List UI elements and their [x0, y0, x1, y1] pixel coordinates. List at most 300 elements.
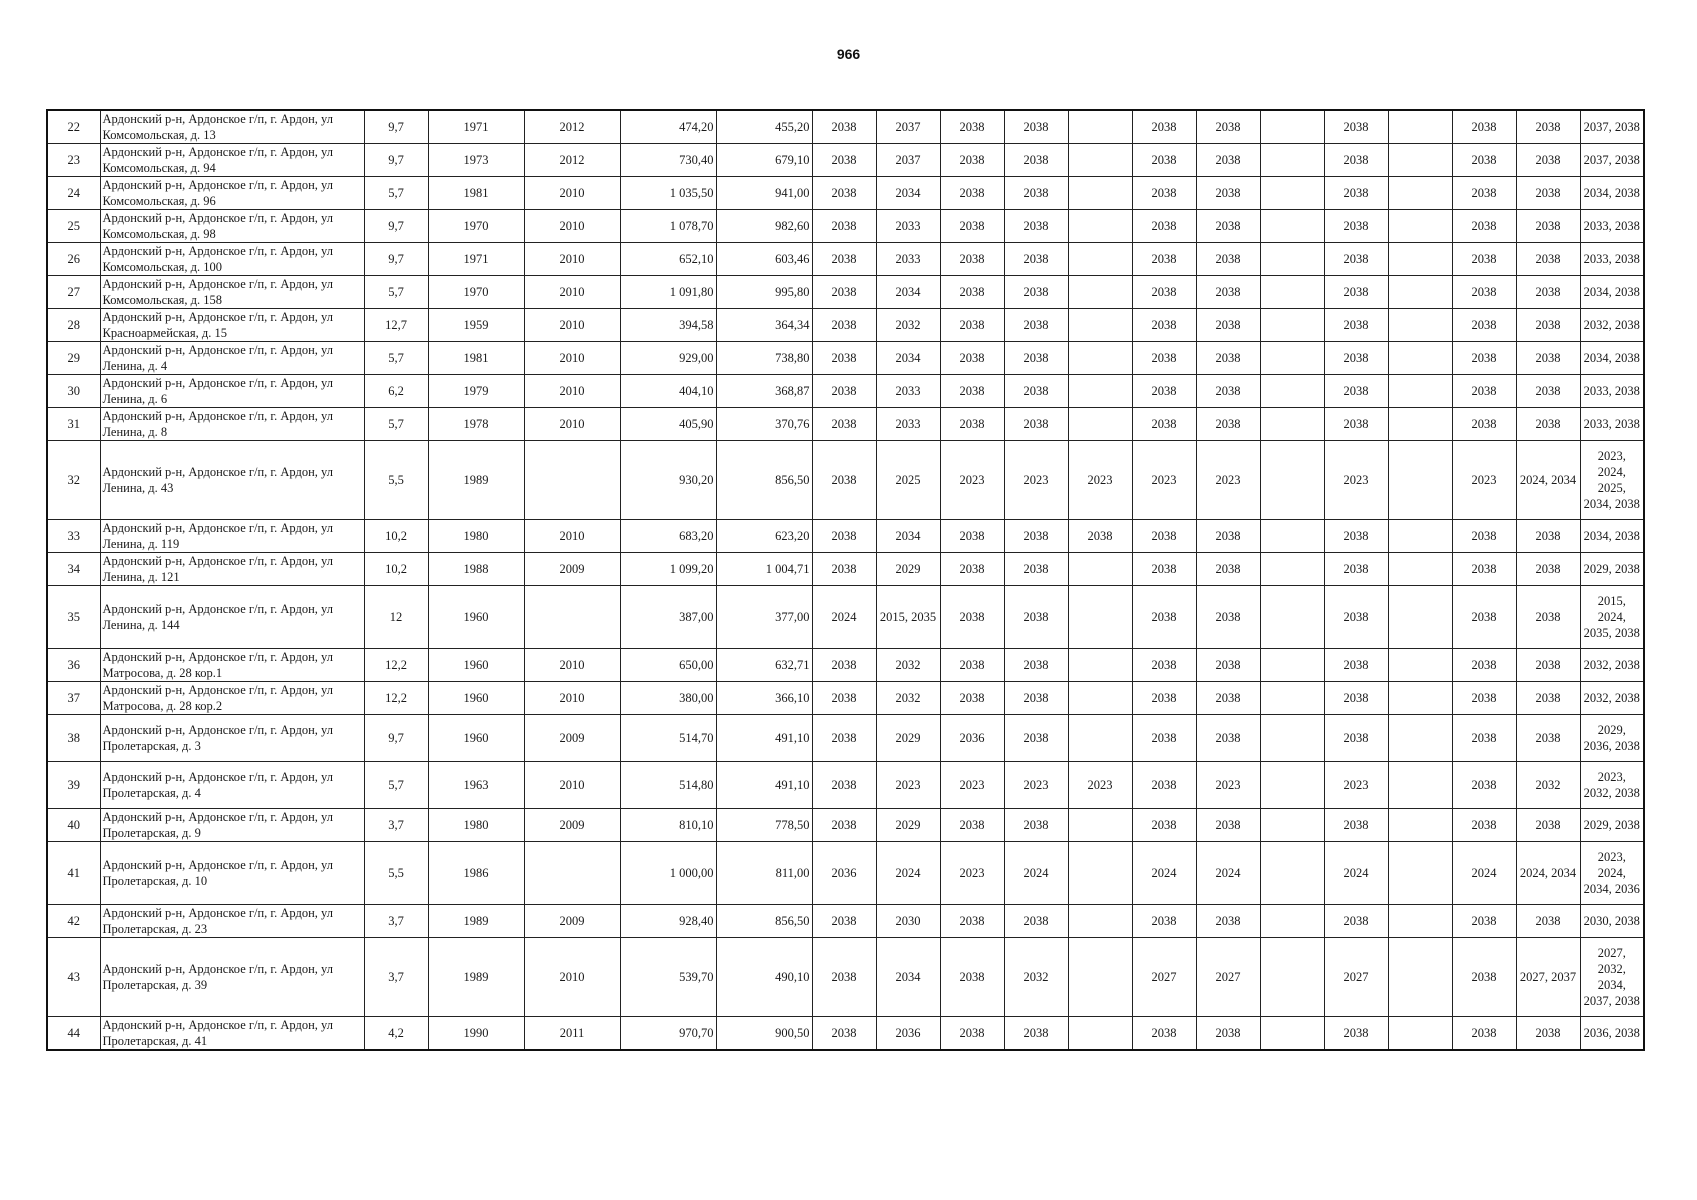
year-cell: 2010 — [524, 210, 620, 243]
plan-year-cell: 2038 — [1004, 1017, 1068, 1051]
table-row — [47, 553, 1644, 586]
address-cell: Ардонский р-н, Ардонское г/п, г. Ардон, ул Пролетарская, д. 39 — [100, 938, 364, 1017]
plan-year-cell — [1068, 938, 1132, 1017]
plan-year-cell: 2024, 2034 — [1516, 441, 1580, 520]
plan-year-cell: 2038 — [1324, 715, 1388, 762]
area-living-cell: 370,76 — [716, 408, 812, 441]
plan-years-summary-cell: 2032, 2038 — [1580, 682, 1644, 715]
plan-year-cell: 2025 — [876, 441, 940, 520]
address-cell: Ардонский р-н, Ардонское г/п, г. Ардон, ул Пролетарская, д. 10 — [100, 842, 364, 905]
area-total-cell: 405,90 — [620, 408, 716, 441]
plan-year-cell: 2038 — [940, 309, 1004, 342]
row-number-cell: 41 — [47, 842, 100, 905]
year-cell: 2009 — [524, 809, 620, 842]
plan-year-cell: 2038 — [1004, 243, 1068, 276]
plan-year-cell: 2038 — [1324, 309, 1388, 342]
year-built-cell: 1986 — [428, 842, 524, 905]
plan-year-cell: 2038 — [1132, 1017, 1196, 1051]
plan-year-cell: 2038 — [1516, 276, 1580, 309]
plan-year-cell: 2038 — [812, 1017, 876, 1051]
value-cell: 9,7 — [364, 110, 428, 144]
plan-year-cell — [1388, 809, 1452, 842]
year-built-cell: 1988 — [428, 553, 524, 586]
plan-year-cell: 2024 — [812, 586, 876, 649]
row-number-cell: 32 — [47, 441, 100, 520]
plan-year-cell — [1068, 243, 1132, 276]
plan-years-summary-cell: 2034, 2038 — [1580, 520, 1644, 553]
plan-year-cell: 2038 — [812, 762, 876, 809]
plan-year-cell: 2032 — [876, 649, 940, 682]
row-number-cell: 23 — [47, 144, 100, 177]
area-living-cell: 811,00 — [716, 842, 812, 905]
address-cell: Ардонский р-н, Ардонское г/п, г. Ардон, ул Пролетарская, д. 41 — [100, 1017, 364, 1051]
plan-year-cell: 2038 — [1004, 553, 1068, 586]
plan-year-cell: 2038 — [1196, 1017, 1260, 1051]
plan-year-cell: 2038 — [812, 938, 876, 1017]
plan-year-cell — [1388, 762, 1452, 809]
plan-year-cell — [1388, 938, 1452, 1017]
plan-year-cell: 2034 — [876, 342, 940, 375]
plan-year-cell: 2038 — [1324, 1017, 1388, 1051]
row-number-cell: 36 — [47, 649, 100, 682]
area-total-cell: 514,80 — [620, 762, 716, 809]
year-cell: 2009 — [524, 715, 620, 762]
plan-year-cell: 2038 — [812, 375, 876, 408]
plan-year-cell: 2038 — [1132, 553, 1196, 586]
year-built-cell: 1960 — [428, 682, 524, 715]
plan-year-cell — [1260, 520, 1324, 553]
plan-year-cell: 2038 — [1324, 375, 1388, 408]
plan-years-summary-cell: 2027, 2032, 2034, 2037, 2038 — [1580, 938, 1644, 1017]
year-cell: 2009 — [524, 553, 620, 586]
plan-year-cell — [1260, 243, 1324, 276]
table-body — [47, 110, 1644, 1050]
plan-year-cell: 2038 — [940, 342, 1004, 375]
address-cell: Ардонский р-н, Ардонское г/п, г. Ардон, ул Ленина, д. 144 — [100, 586, 364, 649]
area-living-cell: 368,87 — [716, 375, 812, 408]
plan-year-cell — [1260, 375, 1324, 408]
plan-year-cell: 2038 — [1196, 809, 1260, 842]
value-cell: 6,2 — [364, 375, 428, 408]
plan-year-cell: 2038 — [812, 309, 876, 342]
table-row — [47, 276, 1644, 309]
plan-year-cell — [1388, 276, 1452, 309]
plan-year-cell — [1068, 553, 1132, 586]
plan-year-cell: 2038 — [940, 177, 1004, 210]
plan-year-cell: 2038 — [1452, 809, 1516, 842]
table-row — [47, 441, 1644, 520]
plan-year-cell: 2038 — [1516, 586, 1580, 649]
value-cell: 5,5 — [364, 441, 428, 520]
plan-years-summary-cell: 2023, 2024, 2025, 2034, 2038 — [1580, 441, 1644, 520]
address-cell: Ардонский р-н, Ардонское г/п, г. Ардон, ул Матросова, д. 28 кор.1 — [100, 649, 364, 682]
address-cell: Ардонский р-н, Ардонское г/п, г. Ардон, ул Ленина, д. 119 — [100, 520, 364, 553]
plan-year-cell: 2038 — [1324, 809, 1388, 842]
plan-year-cell: 2038 — [1516, 553, 1580, 586]
plan-year-cell: 2027, 2037 — [1516, 938, 1580, 1017]
area-living-cell: 941,00 — [716, 177, 812, 210]
row-number-cell: 39 — [47, 762, 100, 809]
year-cell: 2012 — [524, 144, 620, 177]
year-cell — [524, 842, 620, 905]
plan-year-cell: 2038 — [1452, 1017, 1516, 1051]
year-built-cell: 1981 — [428, 342, 524, 375]
plan-year-cell: 2038 — [1004, 586, 1068, 649]
plan-year-cell: 2038 — [1196, 110, 1260, 144]
year-cell: 2010 — [524, 276, 620, 309]
plan-year-cell — [1068, 1017, 1132, 1051]
plan-year-cell: 2023 — [876, 762, 940, 809]
plan-year-cell: 2024 — [1132, 842, 1196, 905]
plan-year-cell — [1068, 649, 1132, 682]
plan-year-cell: 2038 — [1324, 520, 1388, 553]
area-total-cell: 650,00 — [620, 649, 716, 682]
area-living-cell: 623,20 — [716, 520, 812, 553]
plan-year-cell: 2038 — [812, 905, 876, 938]
year-built-cell: 1989 — [428, 905, 524, 938]
plan-year-cell: 2027 — [1324, 938, 1388, 1017]
year-built-cell: 1960 — [428, 649, 524, 682]
value-cell: 10,2 — [364, 553, 428, 586]
plan-year-cell: 2038 — [1324, 408, 1388, 441]
row-number-cell: 31 — [47, 408, 100, 441]
plan-year-cell: 2038 — [1004, 144, 1068, 177]
plan-year-cell: 2038 — [1324, 144, 1388, 177]
address-cell: Ардонский р-н, Ардонское г/п, г. Ардон, ул Матросова, д. 28 кор.2 — [100, 682, 364, 715]
year-cell: 2010 — [524, 177, 620, 210]
plan-year-cell: 2038 — [1132, 586, 1196, 649]
plan-year-cell: 2038 — [1196, 375, 1260, 408]
plan-year-cell: 2030 — [876, 905, 940, 938]
plan-years-summary-cell: 2033, 2038 — [1580, 408, 1644, 441]
plan-year-cell: 2038 — [1004, 110, 1068, 144]
plan-year-cell: 2038 — [1196, 586, 1260, 649]
plan-year-cell: 2034 — [876, 177, 940, 210]
table-row — [47, 649, 1644, 682]
plan-year-cell: 2038 — [1196, 649, 1260, 682]
plan-year-cell: 2038 — [812, 441, 876, 520]
plan-year-cell: 2038 — [1516, 520, 1580, 553]
row-number-cell: 26 — [47, 243, 100, 276]
plan-year-cell: 2032 — [876, 682, 940, 715]
plan-year-cell — [1068, 177, 1132, 210]
plan-year-cell: 2038 — [812, 553, 876, 586]
plan-year-cell — [1260, 905, 1324, 938]
plan-year-cell: 2038 — [940, 110, 1004, 144]
plan-year-cell: 2038 — [1004, 408, 1068, 441]
plan-year-cell — [1388, 649, 1452, 682]
plan-year-cell: 2038 — [812, 276, 876, 309]
plan-year-cell: 2038 — [1516, 342, 1580, 375]
year-built-cell: 1970 — [428, 276, 524, 309]
plan-year-cell: 2038 — [812, 342, 876, 375]
year-built-cell: 1971 — [428, 243, 524, 276]
row-number-cell: 30 — [47, 375, 100, 408]
plan-year-cell — [1388, 553, 1452, 586]
plan-year-cell — [1260, 586, 1324, 649]
plan-year-cell: 2027 — [1132, 938, 1196, 1017]
plan-year-cell — [1260, 842, 1324, 905]
plan-year-cell — [1388, 1017, 1452, 1051]
plan-years-summary-cell: 2030, 2038 — [1580, 905, 1644, 938]
plan-year-cell: 2038 — [812, 649, 876, 682]
address-cell: Ардонский р-н, Ардонское г/п, г. Ардон, ул Ленина, д. 6 — [100, 375, 364, 408]
plan-year-cell: 2038 — [1452, 586, 1516, 649]
plan-year-cell: 2038 — [1452, 938, 1516, 1017]
area-living-cell: 856,50 — [716, 441, 812, 520]
plan-year-cell: 2038 — [1004, 210, 1068, 243]
plan-year-cell: 2038 — [1132, 243, 1196, 276]
value-cell: 3,7 — [364, 905, 428, 938]
plan-year-cell: 2038 — [1004, 905, 1068, 938]
year-cell — [524, 586, 620, 649]
plan-year-cell: 2024 — [876, 842, 940, 905]
plan-year-cell: 2038 — [1452, 243, 1516, 276]
plan-year-cell: 2023 — [1196, 762, 1260, 809]
table-row — [47, 177, 1644, 210]
plan-year-cell: 2038 — [1516, 682, 1580, 715]
area-total-cell: 1 091,80 — [620, 276, 716, 309]
plan-year-cell: 2038 — [812, 682, 876, 715]
plan-year-cell: 2032 — [1516, 762, 1580, 809]
plan-year-cell: 2038 — [940, 649, 1004, 682]
plan-years-summary-cell: 2036, 2038 — [1580, 1017, 1644, 1051]
year-built-cell: 1990 — [428, 1017, 524, 1051]
plan-year-cell: 2032 — [1004, 938, 1068, 1017]
plan-year-cell: 2038 — [1452, 276, 1516, 309]
year-cell: 2010 — [524, 342, 620, 375]
plan-years-summary-cell: 2015, 2024, 2035, 2038 — [1580, 586, 1644, 649]
row-number-cell: 35 — [47, 586, 100, 649]
year-cell: 2010 — [524, 243, 620, 276]
plan-year-cell: 2029 — [876, 553, 940, 586]
plan-year-cell — [1388, 408, 1452, 441]
plan-year-cell — [1260, 553, 1324, 586]
plan-year-cell: 2038 — [940, 586, 1004, 649]
year-built-cell: 1959 — [428, 309, 524, 342]
area-total-cell: 810,10 — [620, 809, 716, 842]
plan-year-cell — [1260, 110, 1324, 144]
plan-year-cell: 2038 — [1324, 342, 1388, 375]
plan-year-cell: 2038 — [812, 110, 876, 144]
address-cell: Ардонский р-н, Ардонское г/п, г. Ардон, ул Комсомольская, д. 98 — [100, 210, 364, 243]
area-total-cell: 514,70 — [620, 715, 716, 762]
plan-year-cell — [1388, 309, 1452, 342]
plan-years-summary-cell: 2023, 2032, 2038 — [1580, 762, 1644, 809]
area-total-cell: 1 099,20 — [620, 553, 716, 586]
plan-year-cell: 2038 — [1132, 520, 1196, 553]
year-cell: 2010 — [524, 375, 620, 408]
area-living-cell: 491,10 — [716, 715, 812, 762]
plan-year-cell: 2038 — [1516, 375, 1580, 408]
plan-year-cell: 2038 — [1452, 715, 1516, 762]
plan-years-summary-cell: 2029, 2038 — [1580, 809, 1644, 842]
value-cell: 3,7 — [364, 809, 428, 842]
plan-year-cell — [1388, 243, 1452, 276]
plan-year-cell: 2023 — [940, 842, 1004, 905]
year-built-cell: 1970 — [428, 210, 524, 243]
area-total-cell: 394,58 — [620, 309, 716, 342]
plan-years-summary-cell: 2034, 2038 — [1580, 177, 1644, 210]
plan-year-cell: 2036 — [876, 1017, 940, 1051]
plan-year-cell — [1260, 649, 1324, 682]
plan-year-cell: 2038 — [1004, 309, 1068, 342]
plan-year-cell: 2038 — [1452, 682, 1516, 715]
plan-year-cell: 2038 — [1196, 408, 1260, 441]
table-row — [47, 762, 1644, 809]
plan-year-cell: 2038 — [1004, 649, 1068, 682]
table-row — [47, 1017, 1644, 1051]
area-living-cell: 778,50 — [716, 809, 812, 842]
plan-year-cell — [1068, 144, 1132, 177]
address-cell: Ардонский р-н, Ардонское г/п, г. Ардон, ул Ленина, д. 8 — [100, 408, 364, 441]
plan-year-cell: 2038 — [1324, 243, 1388, 276]
plan-year-cell: 2033 — [876, 408, 940, 441]
plan-year-cell: 2038 — [940, 809, 1004, 842]
plan-year-cell — [1068, 809, 1132, 842]
plan-year-cell: 2038 — [1196, 715, 1260, 762]
row-number-cell: 38 — [47, 715, 100, 762]
address-cell: Ардонский р-н, Ардонское г/п, г. Ардон, ул Ленина, д. 43 — [100, 441, 364, 520]
plan-year-cell — [1068, 375, 1132, 408]
plan-year-cell — [1068, 586, 1132, 649]
year-built-cell: 1960 — [428, 586, 524, 649]
plan-year-cell — [1260, 441, 1324, 520]
plan-year-cell — [1388, 715, 1452, 762]
plan-year-cell: 2029 — [876, 715, 940, 762]
plan-year-cell: 2038 — [1132, 649, 1196, 682]
plan-year-cell: 2024, 2034 — [1516, 842, 1580, 905]
plan-year-cell — [1068, 276, 1132, 309]
area-living-cell: 1 004,71 — [716, 553, 812, 586]
address-cell: Ардонский р-н, Ардонское г/п, г. Ардон, ул Красноармейская, д. 15 — [100, 309, 364, 342]
plan-year-cell: 2038 — [1068, 520, 1132, 553]
plan-year-cell: 2038 — [940, 408, 1004, 441]
plan-year-cell: 2038 — [1516, 210, 1580, 243]
value-cell: 5,7 — [364, 177, 428, 210]
area-total-cell: 683,20 — [620, 520, 716, 553]
plan-year-cell: 2038 — [1132, 809, 1196, 842]
page-number: 966 — [836, 46, 861, 62]
year-cell: 2010 — [524, 762, 620, 809]
table-row — [47, 842, 1644, 905]
plan-year-cell — [1388, 682, 1452, 715]
address-cell: Ардонский р-н, Ардонское г/п, г. Ардон, ул Комсомольская, д. 96 — [100, 177, 364, 210]
area-total-cell: 387,00 — [620, 586, 716, 649]
year-built-cell: 1980 — [428, 809, 524, 842]
plan-year-cell: 2038 — [1132, 715, 1196, 762]
table-row — [47, 375, 1644, 408]
plan-year-cell: 2023 — [1324, 441, 1388, 520]
area-total-cell: 930,20 — [620, 441, 716, 520]
plan-year-cell: 2038 — [1132, 177, 1196, 210]
plan-year-cell: 2038 — [1516, 649, 1580, 682]
area-living-cell: 603,46 — [716, 243, 812, 276]
plan-year-cell: 2023 — [940, 441, 1004, 520]
plan-year-cell: 2038 — [1516, 408, 1580, 441]
table-row — [47, 809, 1644, 842]
area-living-cell: 366,10 — [716, 682, 812, 715]
plan-year-cell — [1260, 342, 1324, 375]
plan-year-cell: 2038 — [1324, 682, 1388, 715]
row-number-cell: 27 — [47, 276, 100, 309]
plan-year-cell: 2023 — [1004, 762, 1068, 809]
year-cell: 2010 — [524, 682, 620, 715]
plan-year-cell: 2038 — [1004, 342, 1068, 375]
row-number-cell: 40 — [47, 809, 100, 842]
plan-year-cell: 2038 — [812, 243, 876, 276]
area-total-cell: 474,20 — [620, 110, 716, 144]
plan-year-cell: 2033 — [876, 210, 940, 243]
plan-year-cell — [1388, 177, 1452, 210]
area-living-cell: 491,10 — [716, 762, 812, 809]
plan-year-cell: 2038 — [1196, 243, 1260, 276]
plan-year-cell — [1260, 276, 1324, 309]
plan-year-cell — [1068, 110, 1132, 144]
plan-year-cell: 2038 — [1324, 210, 1388, 243]
plan-year-cell: 2038 — [1004, 715, 1068, 762]
plan-year-cell: 2034 — [876, 938, 940, 1017]
plan-year-cell: 2038 — [1132, 905, 1196, 938]
area-living-cell: 995,80 — [716, 276, 812, 309]
plan-year-cell: 2038 — [1452, 342, 1516, 375]
plan-year-cell: 2038 — [1004, 375, 1068, 408]
row-number-cell: 44 — [47, 1017, 100, 1051]
value-cell: 9,7 — [364, 243, 428, 276]
plan-year-cell: 2038 — [1196, 553, 1260, 586]
plan-year-cell: 2038 — [812, 520, 876, 553]
plan-year-cell — [1388, 375, 1452, 408]
plan-year-cell: 2038 — [1132, 110, 1196, 144]
address-cell: Ардонский р-н, Ардонское г/п, г. Ардон, ул Комсомольская, д. 158 — [100, 276, 364, 309]
plan-year-cell: 2038 — [940, 210, 1004, 243]
plan-year-cell: 2023 — [1132, 441, 1196, 520]
plan-year-cell: 2023 — [940, 762, 1004, 809]
value-cell: 12 — [364, 586, 428, 649]
area-living-cell: 738,80 — [716, 342, 812, 375]
plan-year-cell — [1260, 309, 1324, 342]
plan-year-cell — [1388, 342, 1452, 375]
area-total-cell: 1 078,70 — [620, 210, 716, 243]
table-row — [47, 210, 1644, 243]
value-cell: 5,7 — [364, 408, 428, 441]
row-number-cell: 37 — [47, 682, 100, 715]
plan-year-cell: 2038 — [1004, 809, 1068, 842]
plan-years-summary-cell: 2034, 2038 — [1580, 276, 1644, 309]
plan-year-cell: 2037 — [876, 144, 940, 177]
year-cell: 2010 — [524, 520, 620, 553]
value-cell: 10,2 — [364, 520, 428, 553]
table-row — [47, 715, 1644, 762]
plan-year-cell — [1260, 762, 1324, 809]
address-cell: Ардонский р-н, Ардонское г/п, г. Ардон, ул Комсомольская, д. 94 — [100, 144, 364, 177]
year-cell: 2010 — [524, 309, 620, 342]
address-cell: Ардонский р-н, Ардонское г/п, г. Ардон, ул Пролетарская, д. 23 — [100, 905, 364, 938]
value-cell: 12,7 — [364, 309, 428, 342]
plan-year-cell: 2038 — [1132, 144, 1196, 177]
area-total-cell: 970,70 — [620, 1017, 716, 1051]
address-cell: Ардонский р-н, Ардонское г/п, г. Ардон, ул Ленина, д. 4 — [100, 342, 364, 375]
plan-year-cell: 2038 — [1132, 375, 1196, 408]
year-built-cell: 1971 — [428, 110, 524, 144]
plan-year-cell: 2034 — [876, 520, 940, 553]
table-row — [47, 520, 1644, 553]
table-row — [47, 144, 1644, 177]
plan-year-cell — [1388, 905, 1452, 938]
plan-year-cell: 2038 — [1196, 682, 1260, 715]
plan-year-cell: 2038 — [812, 177, 876, 210]
plan-year-cell: 2038 — [1196, 520, 1260, 553]
